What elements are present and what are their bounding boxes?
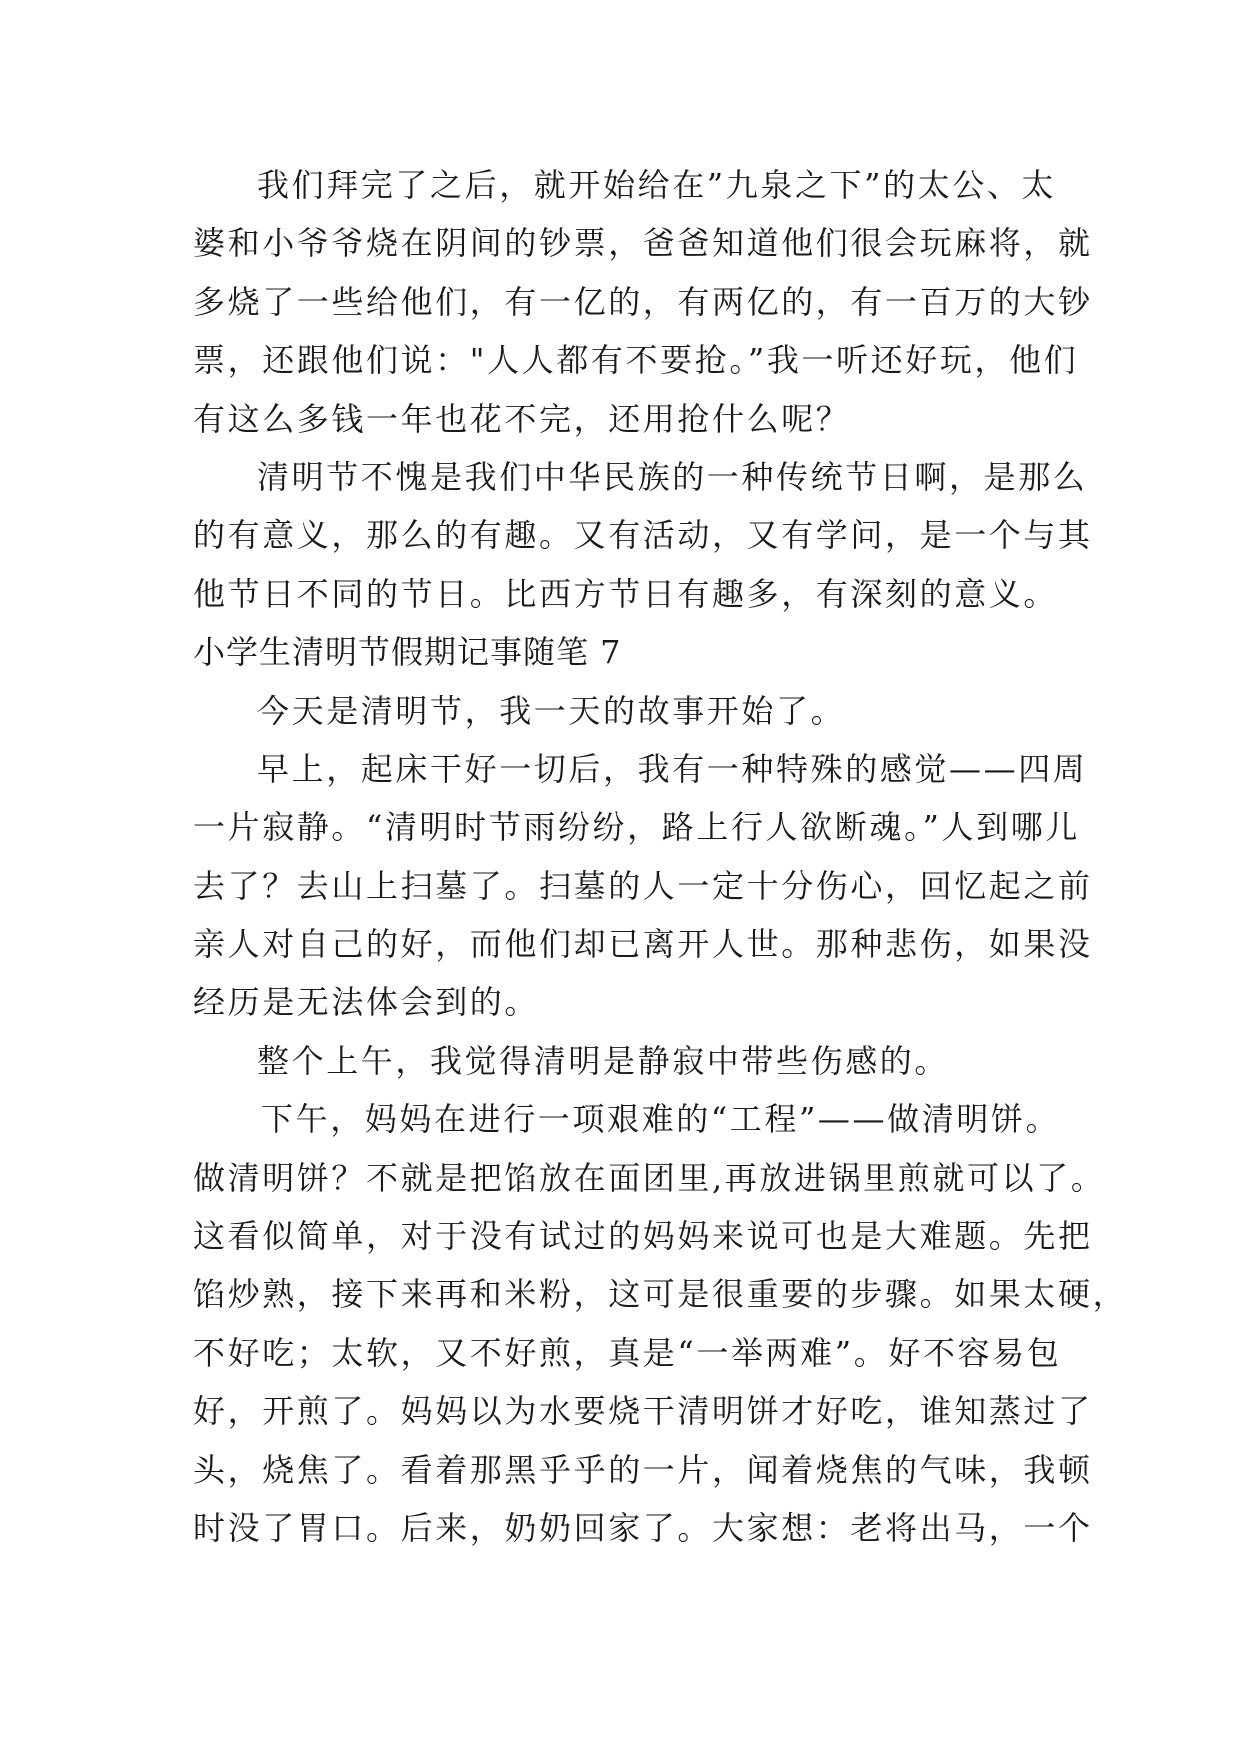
text-line: 一片寂静。“清明时节雨纷纷，路上行人欲断魂。”人到哪儿 (193, 808, 1080, 847)
paragraph-first-line: 早上，起床干好一切后，我有一种特殊的感觉——四周 (257, 749, 1088, 788)
text-line: 票，还跟他们说："人人都有不要抢。”我一听还好玩，他们 (193, 341, 1079, 380)
text-line: 这看似简单，对于没有试过的妈妈来说可也是大难题。先把 (193, 1217, 1093, 1256)
document-body (193, 156, 1128, 1557)
text-line: 他节日不同的节日。比西方节日有趣多，有深刻的意义。 (193, 574, 1059, 613)
text-line: 婆和小爷爷烧在阴间的钞票，爸爸知道他们很会玩麻将，就 (193, 224, 1093, 263)
paragraph-first-line: 下午，妈妈在进行一项艰难的“工程”——做清明饼。 (261, 1100, 1061, 1139)
text-line: 时没了胃口。后来，奶奶回家了。大家想：老将出马，一个 (193, 1508, 1093, 1547)
text-line: 的有意义，那么的有趣。又有活动，又有学问，是一个与其 (193, 516, 1093, 555)
text-line: 去了？去山上扫墓了。扫墓的人一定十分伤心，回忆起之前 (193, 866, 1093, 905)
text-line: 经历是无法体会到的。 (193, 983, 540, 1022)
paragraph-first-line: 我们拜完了之后，就开始给在”九泉之下”的太公、太 (257, 166, 1057, 204)
paragraph-first-line: 整个上午，我觉得清明是静寂中带些伤感的。 (257, 1041, 950, 1080)
text-line: 做清明饼？不就是把馅放在面团里,再放进锅里煎就可以了。 (193, 1158, 1106, 1197)
text-line: 好，开煎了。妈妈以为水要烧干清明饼才好吃，谁知蒸过了 (193, 1392, 1093, 1431)
text-line: 头，烧焦了。看着那黑乎乎的一片，闻着烧焦的气味，我顿 (193, 1450, 1093, 1489)
paragraph-first-line: 今天是清明节，我一天的故事开始了。 (257, 691, 846, 730)
text-line: 有这么多钱一年也花不完，还用抢什么呢？ (193, 399, 851, 438)
text-line: 多烧了一些给他们，有一亿的，有两亿的，有一百万的大钞 (193, 282, 1093, 321)
text-line: 亲人对自己的好，而他们却已离开人世。那种悲伤，如果没 (193, 925, 1093, 964)
text-line: 不好吃；太软，又不好煎，真是“一举两难”。好不容易包 (193, 1333, 1062, 1372)
section-heading: 小学生清明节假期记事随笔 7 (193, 633, 622, 672)
text-line: 馅炒熟，接下来再和米粉，这可是很重要的步骤。如果太硬， (193, 1275, 1128, 1314)
paragraph-first-line: 清明节不愧是我们中华民族的一种传统节日啊，是那么 (257, 457, 1088, 496)
